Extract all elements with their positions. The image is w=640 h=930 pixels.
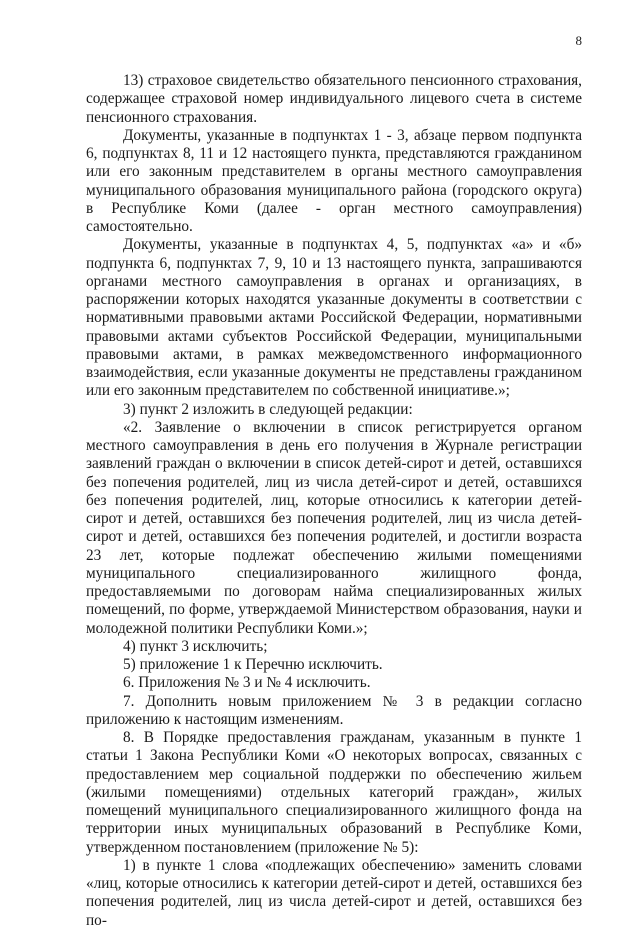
page-number: 8 xyxy=(575,33,582,48)
paragraph-subpoint-1: 1) в пункте 1 слова «подлежащих обеспечению» заменить словами «лиц, которые относились к категории детей-сирот и детей, оставшихся без попечения родителей, лиц из числа детей-сирот и детей, оставшихся без по- xyxy=(86,856,582,929)
paragraph-documents-self-submitted: Документы, указанные в подпунктах 1 - 3, абзаце первом подпункта 6, подпунктах 8, 11 и 12 настоящего пункта, представляются гражданином или его законным представителем в органы местного самоуправления муниципального образования муниципального района (городского округа) в Республике Коми (далее - орган местного самоуправления) самостоятельно. xyxy=(86,126,582,235)
paragraph-add-appendix-3: 7. Дополнить новым приложением № 3 в редакции согласно приложению к настоящим изменениям. xyxy=(86,692,582,728)
paragraph-exclude-appendices-3-4: 6. Приложения № 3 и № 4 исключить. xyxy=(123,674,371,692)
paragraph-documents-requested: Документы, указанные в подпунктах 4, 5, подпунктах «а» и «б» подпункта 6, подпунктах 7, 9, 10 и 13 настоящего пункта, запрашиваются органами местного самоуправления в органах и организациях, в распоряжении которых находятся указанные документы в соответствии с нормативными правовыми актами Российской Федерации, нормативными правовыми актами субъектов Российской Федерации, муниципальными правовыми актами, в рамках межведомственного информационного взаимодействия, если указанные документы не представлены гражданином или его законным представителем по собственной инициативе.»; xyxy=(86,236,582,400)
paragraph-exclude-appendix-1: 5) приложение 1 к Перечню исключить. xyxy=(123,656,383,673)
document-body xyxy=(86,72,582,930)
paragraph-amend-point-2: 3) пункт 2 изложить в следующей редакции: xyxy=(123,400,413,418)
paragraph-point-2-text: «2. Заявление о включении в список регистрируется органом местного самоуправления в день его получения в Журнале регистрации заявлений граждан о включении в список детей-сирот и детей, оставшихся без попечения родителей, лиц из числа детей-сирот и детей, оставшихся без попечения родителей, лиц, которые относились к категории детей-сирот и детей, оставшихся без попечения родителей, лиц из числа детей-сирот и детей, оставшихся без попечения родителей, и достигли возраста 23 лет, которые подлежат обеспечению жилыми помещениями муниципального специализированного жилищного фонда, предоставляемыми по договорам найма специализированных жилых помещений, по форме, утверждаемой Министерством образования, науки и молодежной политики Республики Коми.»; xyxy=(86,418,582,637)
paragraph-procedure-8: 8. В Порядке предоставления гражданам, указанным в пункте 1 статьи 1 Закона Республики Коми «О некоторых вопросах, связанных с предоставлением мер социальной поддержки по обеспечению жильем (жилыми помещениями) отдельных категорий граждан», жилых помещений муниципального специализированного жилищного фонда на территории иных муниципальных образований в Республике Коми, утвержденном постановлением (приложение № 5): xyxy=(86,729,582,856)
paragraph-item-13: 13) страховое свидетельство обязательного пенсионного страхования, содержащее страховой номер индивидуального лицевого счета в системе пенсионного страхования. xyxy=(86,72,582,126)
paragraph-exclude-point-3: 4) пункт 3 исключить; xyxy=(123,637,268,655)
